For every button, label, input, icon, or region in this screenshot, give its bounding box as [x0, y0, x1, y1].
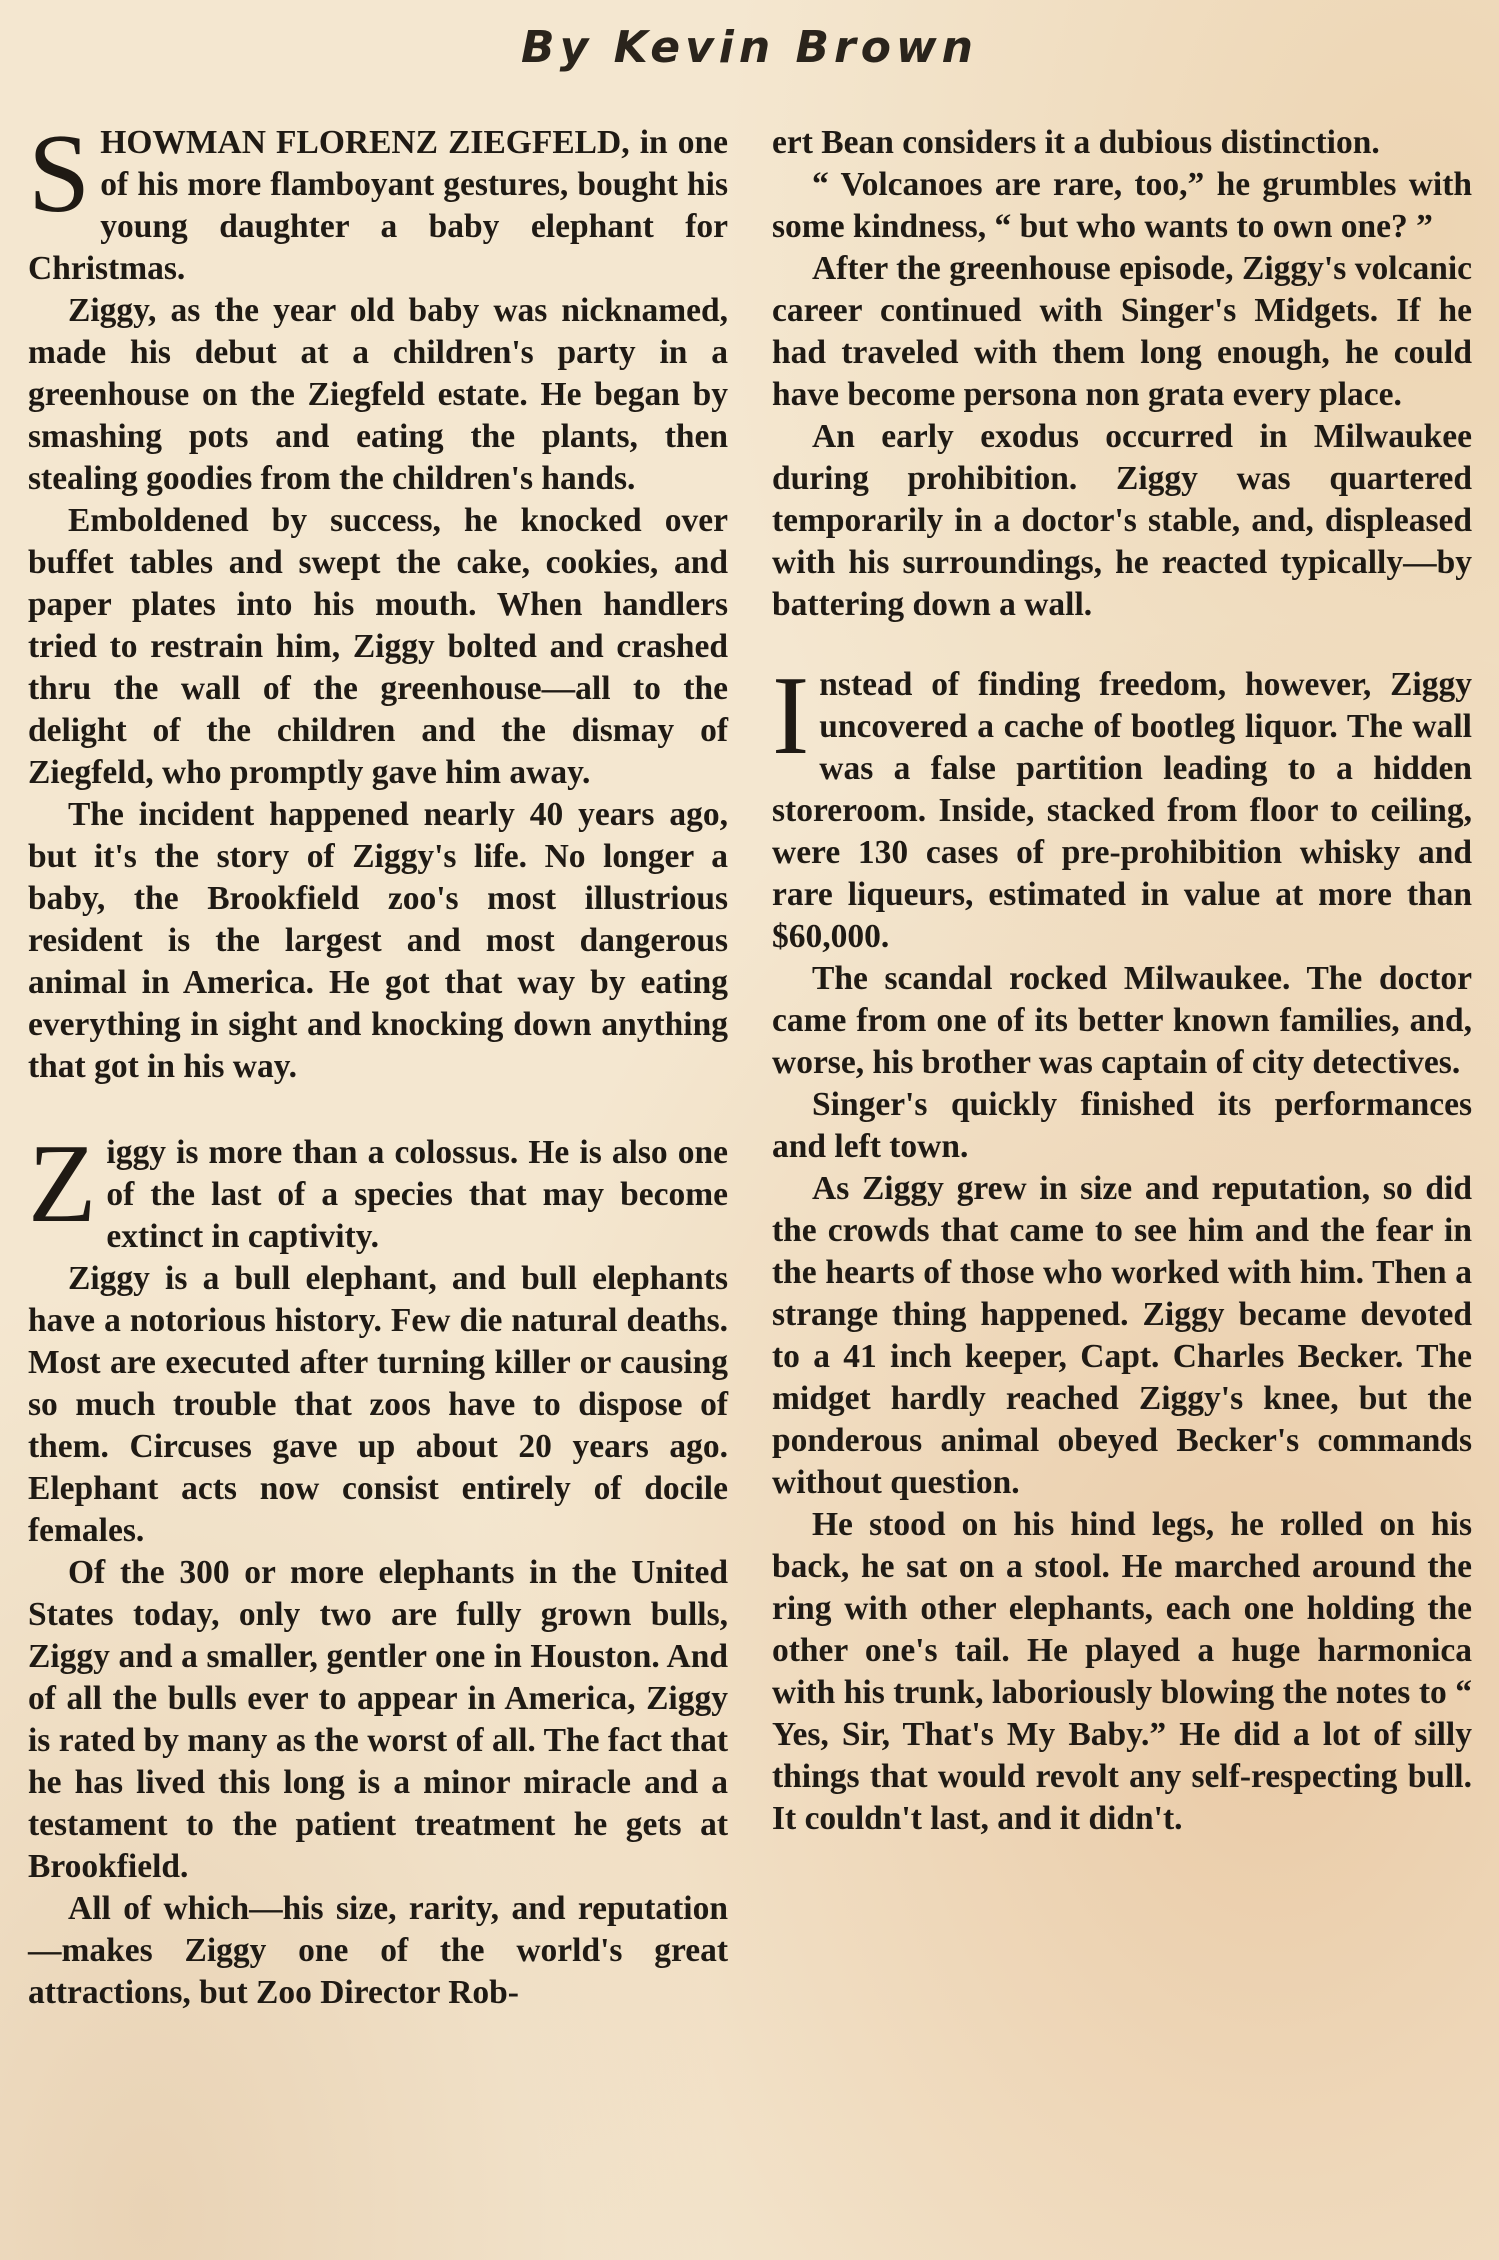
article-column-left — [28, 112, 728, 2014]
paragraph-text: HOWMAN FLORENZ ZIEGFELD, in one of his more flamboyant gestures, bought his young daughter a baby elephant for Christmas. — [28, 124, 728, 287]
paragraph: All of which—his size, rarity, and reputation—makes Ziggy one of the world's great attractions, but Zoo Director Rob- — [28, 1890, 728, 2011]
paragraph: Ziggy is a bull elephant, and bull elephants have a notorious history. Few die natural deaths. Most are executed after turning killer or causing so much trouble that zoos have to dispose of them. Circuses gave up about 20 years ago. Elephant acts now consist entirely of docile females. — [28, 1260, 728, 1549]
drop-cap: S — [28, 112, 91, 236]
paragraph: He stood on his hind legs, he rolled on his back, he sat on a stool. He marched around the ring with other elephants, each one holding the other one's tail. He played a huge harmonica with his trunk, laboriously blowing the notes to “ Yes, Sir, That's My Baby.” He did a lot of silly things that would revolt any self-respecting bull. It couldn't last, and it didn't. — [772, 1506, 1472, 1837]
paragraph: As Ziggy grew in size and reputation, so did the crowds that came to see him and the fear in the hearts of those who worked with him. Then a strange thing happened. Ziggy became devoted to a 41 inch keeper, Capt. Charles Becker. The midget hardly reached Ziggy's knee, but the ponderous animal obeyed Becker's commands without question. — [772, 1170, 1472, 1501]
paragraph: After the greenhouse episode, Ziggy's volcanic career continued with Singer's Midgets. If he had traveled with them long enough, he could have become persona non grata every place. — [772, 250, 1472, 413]
paragraph: “ Volcanoes are rare, too,” he grumbles with some kindness, “ but who wants to own one? ” — [772, 166, 1472, 245]
paragraph — [28, 1122, 728, 1258]
paragraph-text: iggy is more than a colossus. He is also one of the last of a species that may become extinct in captivity. — [106, 1134, 728, 1255]
drop-cap: Z — [28, 1122, 97, 1246]
paragraph-text: nstead of finding freedom, however, Ziggy uncovered a cache of bootleg liquor. The wall was a false partition leading to a hidden storeroom. Inside, stacked from floor to ceiling, were 130 cases of pre-prohibition whisky and rare liqueurs, estimated in value at more than $60,000. — [772, 666, 1472, 955]
paragraph: An early exodus occurred in Milwaukee during prohibition. Ziggy was quartered temporarily in a doctor's stable, and, displeased with his surroundings, he reacted typically—by battering down a wall. — [772, 418, 1472, 623]
paragraph: Ziggy, as the year old baby was nicknamed, made his debut at a children's party in a greenhouse on the Ziegfeld estate. He began by smashing pots and eating the plants, then stealing goodies from the children's hands. — [28, 292, 728, 497]
article-column-right — [772, 122, 1472, 1840]
paragraph: ert Bean considers it a dubious distinction. — [772, 124, 1380, 161]
paragraph: Of the 300 or more elephants in the United States today, only two are fully grown bulls, Ziggy and a smaller, gentler one in Houston. And of all the bulls ever to appear in America, Ziggy is rated by many as the worst of all. The fact that he has lived this long is a minor miracle and a testament to the patient treatment he gets at Brookfield. — [28, 1554, 728, 1885]
section-break — [772, 626, 1472, 664]
paragraph: Singer's quickly finished its performances and left town. — [772, 1086, 1472, 1165]
paragraph: The incident happened nearly 40 years ago, but it's the story of Ziggy's life. No longer a baby, the Brookfield zoo's most illustrious resident is the largest and most dangerous animal in America. He got that way by eating everything in sight and knocking down anything that got in his way. — [28, 796, 728, 1085]
paragraph — [772, 654, 1472, 958]
paragraph: Emboldened by success, he knocked over buffet tables and swept the cake, cookies, and paper plates into his mouth. When handlers tried to restrain him, Ziggy bolted and crashed thru the wall of the greenhouse—all to the delight of the children and the dismay of Ziegfeld, who promptly gave him away. — [28, 502, 728, 791]
section-break — [28, 1088, 728, 1132]
paragraph — [28, 112, 728, 290]
drop-cap: I — [772, 654, 810, 778]
byline: By Kevin Brown — [521, 22, 978, 73]
paragraph: The scandal rocked Milwaukee. The doctor came from one of its better known families, and, worse, his brother was captain of city detectives. — [772, 960, 1472, 1081]
